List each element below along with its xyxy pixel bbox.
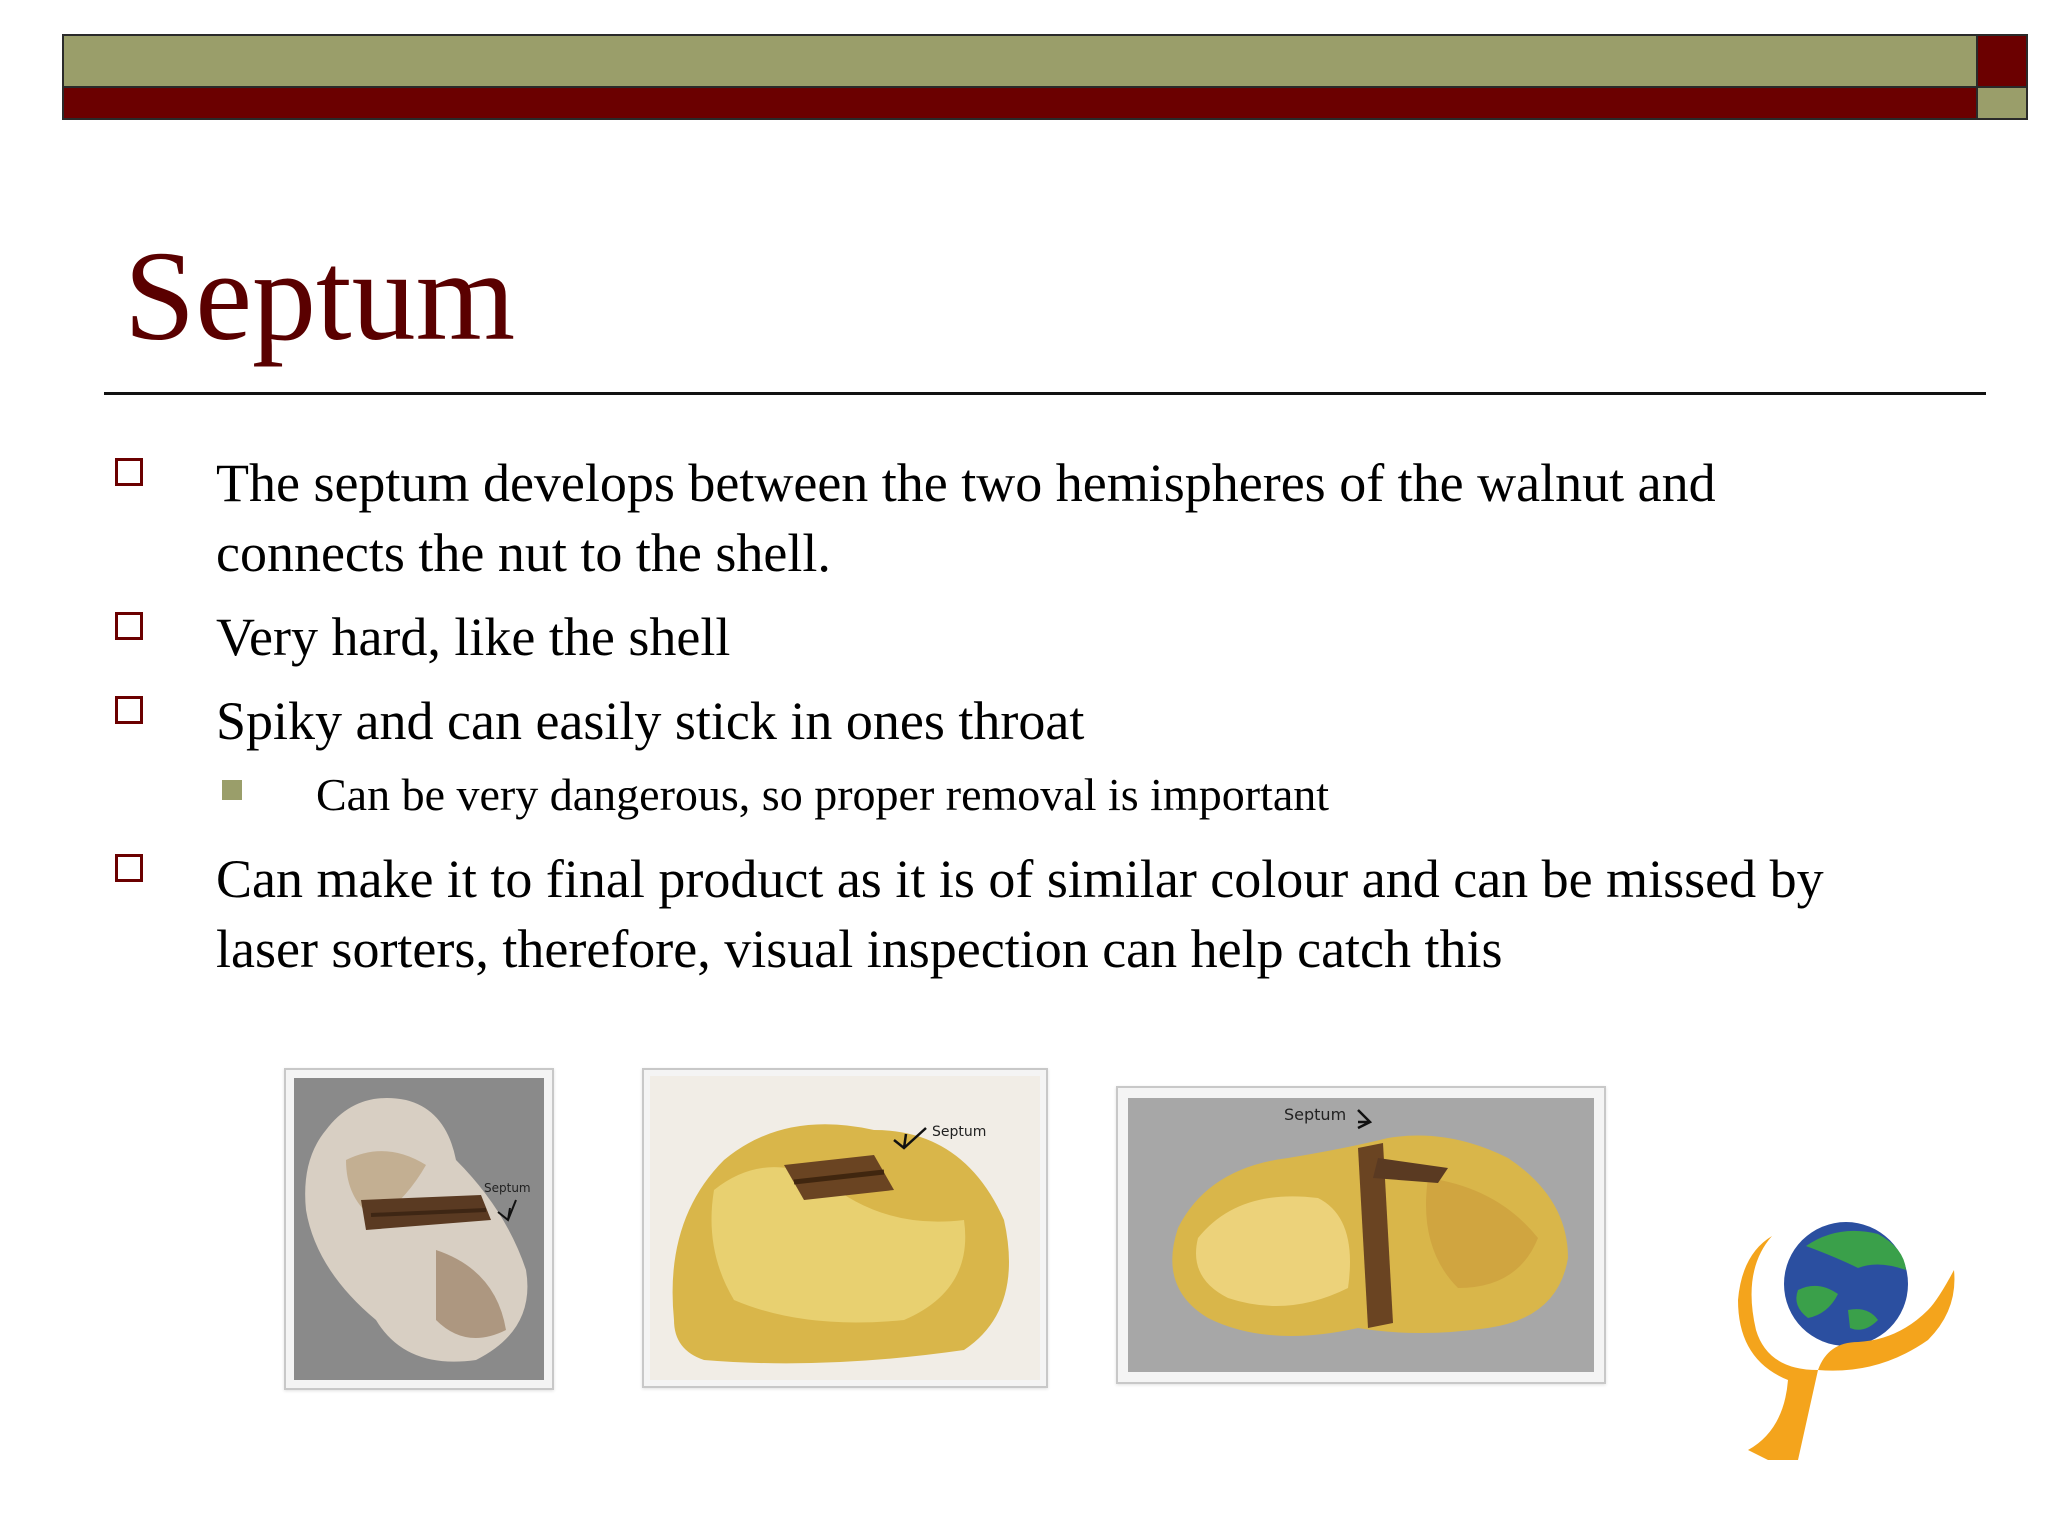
title-divider <box>104 392 1986 395</box>
image-caption: Septum <box>932 1124 987 1140</box>
bullet-item: Can make it to final product as it is of similar colour and can be missed by laser sorters, therefore, visual inspection can help catch this <box>216 849 1824 979</box>
image-caption: Septum <box>484 1181 531 1195</box>
hollow-square-bullet-icon <box>115 612 143 640</box>
hollow-square-bullet-icon <box>115 458 143 486</box>
image-caption: Septum <box>1284 1105 1347 1124</box>
bullet-item: Spiky and can easily stick in ones throat <box>216 691 1085 751</box>
walnut-photo-2 <box>642 1068 1048 1388</box>
header-corner-red <box>1976 34 2028 88</box>
globe-hand-logo <box>1728 1210 1968 1470</box>
hollow-square-bullet-icon <box>115 696 143 724</box>
header-bar-red <box>62 86 1978 120</box>
slide-title: Septum <box>124 225 516 367</box>
header-bar-olive <box>62 34 1978 88</box>
walnut-photo-3 <box>1116 1086 1606 1384</box>
hollow-square-bullet-icon <box>115 854 143 882</box>
bullet-item: The septum develops between the two hemispheres of the walnut and connects the nut to the shell. <box>216 453 1716 583</box>
sub-bullet-item: Can be very dangerous, so proper removal is important <box>316 769 1330 820</box>
filled-square-bullet-icon <box>222 780 242 800</box>
header-corner-olive <box>1976 86 2028 120</box>
walnut-photo-1 <box>284 1068 554 1390</box>
bullet-item: Very hard, like the shell <box>216 607 731 667</box>
